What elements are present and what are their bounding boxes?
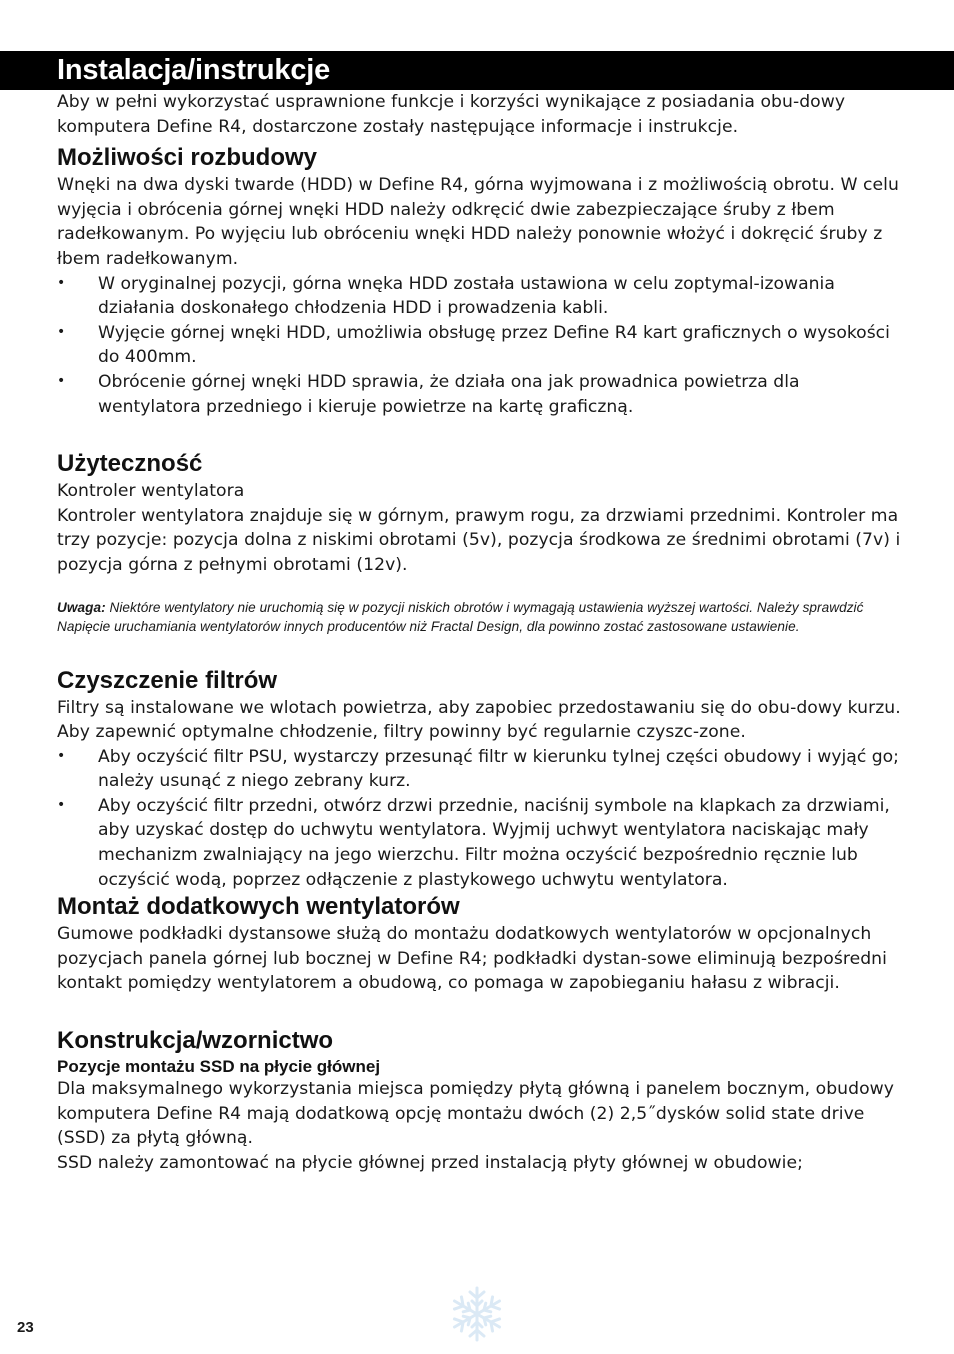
list-item: • W oryginalnej pozycji, górna wnęka HDD została ustawiona w celu zoptymal-izowania działania doskonałego chłodzenia HDD i prowadzenia kabli.: [57, 273, 835, 319]
intro-paragraph: Aby w pełni wykorzystać usprawnione funkcje i korzyści wynikające z posiadania obu-dowy komputera Define R4, dostarczone zostały następujące informacje i instrukcje.: [57, 92, 846, 137]
heading-rozbudowa: Możliwości rozbudowy: [57, 144, 318, 172]
page-title: Instalacja/instrukcje: [57, 54, 331, 86]
document-body: [57, 90, 902, 1175]
heading-wentylatory: Montaż dodatkowych wentylatorów: [57, 893, 460, 921]
note-label: Uwaga:: [57, 599, 106, 615]
rozbudowa-body: Wnęki na dwa dyski twarde (HDD) w Define R4, górna wyjmowana i z możliwością obrotu. W celu wyjęcia i obrócenia górnej wnęki HDD należy odkręcić dwie zabezpieczające śruby z łbem radełkowanym. Po wyjęciu lub obróceniu wnęki HDD należy ponownie włożyć i dokręcić śruby z łbem radełkowanym.: [57, 175, 899, 269]
konstrukcja-body: Dla maksymalnego wykorzystania miejsca pomiędzy płytą główną i panelem bocznym, obudowy komputera Define R4 mają dodatkową opcję montażu dwóch (2) 2,5˝dysków solid state drive (SSD) za płytą główną.: [57, 1079, 894, 1149]
heading-konstrukcja: Konstrukcja/wzornictwo: [57, 1027, 334, 1055]
bullet-icon: •: [57, 274, 66, 291]
list-item: • Wyjęcie górnej wnęki HDD, umożliwia obsługę przez Define R4 kart graficznych o wysokości do 400mm.: [57, 322, 890, 368]
uzytecznosc-body: Kontroler wentylatora znajduje się w górnym, prawym rogu, za drzwiami przednimi. Kontroler ma trzy pozycje: pozycja dolna z niskimi obrotami (5v), pozycja środkowa ze średnimi obrotami (7v) i pozycja górna z pełnymi obrotami (12v).: [57, 505, 901, 575]
list-item: • Aby oczyścić filtr przedni, otwórz drzwi przednie, naciśnij symbole na klapkach za drzwiami, aby uzyskać dostęp do uchwytu wentylatora. Wyjmij uchwyt wentylatora naciskając mały mechanizm zwalniający na jego wierzchu. Filtr można oczyścić bezpośrednio ręcznie lub oczyścić wodą, poprzez odłączenie z plastykowego uchwytu wentylatora.: [57, 795, 890, 890]
filtry-body: Filtry są instalowane we wlotach powietrza, aby zapobiec przedostawaniu się do obu-dowy kurzu. Aby zapewnić optymalne chłodzenie, filtry powinny być regularnie czyszc-zone.: [57, 697, 901, 743]
list-item: • Aby oczyścić filtr PSU, wystarczy przesunąć filtr w kierunku tylnej części obudowy i wyjąć go; należy usunąć z niego zebrany kurz.: [57, 746, 899, 792]
wentylatory-body: Gumowe podkładki dystansowe służą do montażu dodatkowych wentylatorów w opcjonalnych pozycjach panela górnej lub bocznej w Define R4; podkładki dystan-sowe eliminują bezpośredni kontakt pomiędzy wentylatorem a obudową, co pomaga w zapobieganiu hałasu z wibracji.: [57, 924, 887, 994]
note-text: Niektóre wentylatory nie uruchomią się w pozycji niskich obrotów i wymagają ustawienia wyższej wartości. Należy sprawdzić Napięcie uruchamiania wentylatorów innych producentów niż Fractal Design, dla powinno zostać zastosowane ustawienie.: [57, 599, 864, 634]
filtry-bullet-list: [57, 745, 902, 893]
bullet-icon: •: [57, 323, 66, 340]
note-paragraph: [57, 598, 902, 636]
heading-filtry: Czyszczenie filtrów: [57, 666, 278, 694]
konstrukcja-subheading: Pozycje montażu SSD na płycie głównej: [57, 1057, 381, 1077]
section-title-bar: [0, 51, 954, 90]
page-number: 23: [17, 1319, 34, 1336]
rozbudowa-bullet-list: [57, 272, 902, 420]
heading-uzytecznosc: Użyteczność: [57, 450, 203, 478]
konstrukcja-body-2: SSD należy zamontować na płycie głównej przed instalacją płyty głównej w obudowie;: [57, 1152, 803, 1173]
list-item: • Obrócenie górnej wnęki HDD sprawia, że działa ona jak prowadnica powietrza dla wentylatora przedniego i kieruje powietrze na kartę graficzną.: [57, 371, 800, 417]
uzytecznosc-subheading: Kontroler wentylatora: [57, 481, 245, 502]
bullet-icon: •: [57, 796, 66, 813]
bullet-icon: •: [57, 372, 66, 389]
snowflake-icon: [447, 1284, 507, 1344]
bullet-icon: •: [57, 747, 66, 764]
